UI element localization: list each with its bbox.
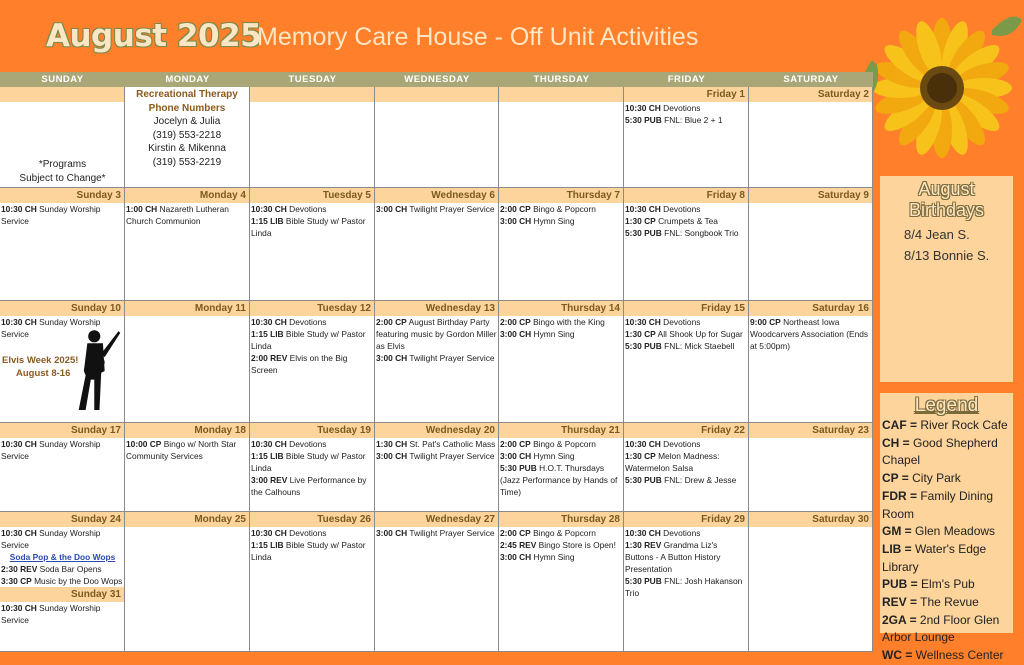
event-item: 5:30 PUB FNL: Songbook Trio	[625, 228, 739, 238]
event-item: 10:30 CH Devotions	[251, 204, 327, 214]
dow-monday: MONDAY	[165, 74, 210, 85]
legend-item: LIB = Water's Edge Library	[882, 541, 987, 574]
event-item: 10:30 CH Devotions	[625, 439, 701, 449]
phone-name: Jocelyn & Julia	[153, 116, 221, 127]
legend-item: WC = Wellness Center	[882, 648, 1004, 663]
day-cell	[749, 87, 873, 188]
day-number: Friday 8	[624, 188, 748, 203]
day-cell	[250, 87, 375, 188]
programs-note: *Programs Subject to Change*	[19, 159, 106, 184]
day-number: Saturday 9	[749, 188, 872, 203]
event-item: 3:00 CH Twilight Prayer Service	[376, 528, 495, 538]
birthdays-box	[880, 176, 1013, 382]
day-cell	[375, 423, 499, 512]
phone-numbers	[125, 87, 249, 169]
day-number: Sunday 10	[0, 301, 124, 316]
day-number: Monday 18	[125, 423, 249, 438]
event-item: 10:30 CH Devotions	[625, 528, 701, 538]
event-item: 1:15 LIB Bible Study w/ Pastor Linda	[251, 540, 366, 562]
event-item: 10:30 CH Sunday Worship Service	[1, 528, 101, 550]
day-number: Tuesday 12	[250, 301, 374, 316]
day-number: Friday 29	[624, 512, 748, 527]
day-cell	[624, 423, 749, 512]
event-item: 3:00 CH Hymn Sing	[500, 329, 575, 339]
day-cell	[375, 87, 499, 188]
birthday-item: 8/4 Jean S.	[904, 227, 970, 242]
week-row	[0, 512, 873, 652]
event-item: 5:30 PUB H.O.T. Thursdays (Jazz Performance by Hands of Time)	[500, 463, 618, 497]
day-cell	[624, 301, 749, 423]
day-number: Wednesday 6	[375, 188, 498, 203]
guitar-player-icon	[70, 325, 122, 417]
event-item: 2:30 REV Soda Bar Opens	[1, 564, 102, 574]
birthday-item: 8/13 Bonnie S.	[904, 248, 990, 263]
page-subtitle: Memory Care House - Off Unit Activities	[257, 23, 699, 51]
dow-saturday: SATURDAY	[783, 74, 839, 85]
event-item: 3:00 REV Live Performance by the Calhouns	[251, 475, 367, 497]
legend-item: CAF = River Rock Cafe	[882, 418, 1008, 432]
event-item: 2:00 CP Bingo & Popcorn	[500, 528, 596, 538]
event-item: 1:15 LIB Bible Study w/ Pastor Linda	[251, 451, 366, 473]
day-number: Friday 22	[624, 423, 748, 438]
day-cell	[0, 301, 125, 423]
day-number: Saturday 2	[749, 87, 872, 102]
day-number: Wednesday 27	[375, 512, 498, 527]
day-cell	[749, 423, 873, 512]
day-cell	[624, 87, 749, 188]
day-number: Friday 15	[624, 301, 748, 316]
day-number: Wednesday 13	[375, 301, 498, 316]
event-item: 3:00 CH Hymn Sing	[500, 451, 575, 461]
day-number	[499, 87, 623, 102]
event-item: 1:15 LIB Bible Study w/ Pastor Linda	[251, 216, 366, 238]
day-number: Tuesday 5	[250, 188, 374, 203]
phone-title: Phone Numbers	[148, 102, 226, 114]
week-row	[0, 301, 873, 423]
legend-box	[880, 393, 1013, 663]
day-cell	[125, 188, 250, 301]
event-item: 10:30 CH Devotions	[625, 103, 701, 113]
dow-tuesday: TUESDAY	[288, 74, 337, 85]
day-cell	[499, 188, 624, 301]
event-item: 3:00 CH Twilight Prayer Service	[376, 204, 495, 214]
day-number: Friday 1	[624, 87, 748, 102]
event-item: 1:30 CP Crumpets & Tea	[625, 216, 718, 226]
event-item: 2:00 CP Bingo & Popcorn	[500, 204, 596, 214]
event-item: 10:00 CP Bingo w/ North Star Community Services	[126, 439, 237, 461]
legend-item: CH = Good Shepherd Chapel	[882, 435, 998, 468]
event-item: 5:30 PUB FNL: Blue 2 + 1	[625, 115, 723, 125]
day-number: Saturday 16	[749, 301, 872, 316]
dow-thursday: THURSDAY	[533, 74, 590, 85]
sunday-extra	[0, 551, 124, 626]
event-item: 10:30 CH Sunday Worship Service	[1, 439, 101, 461]
elvis-week-note: Elvis Week 2025! August 8-16	[2, 355, 79, 379]
month-title: August 2025	[46, 18, 262, 54]
event-item: 5:30 PUB FNL: Mick Staebell	[625, 341, 735, 351]
event-item: 3:30 CP Music by the Doo Wops	[1, 576, 123, 586]
birthdays-title: August Birthdays	[908, 179, 985, 220]
day-cell	[749, 188, 873, 301]
event-item: 1:30 CP Melon Madness: Watermelon Salsa	[625, 451, 720, 473]
legend-item: FDR = Family Dining Room	[882, 488, 994, 521]
day-number	[250, 87, 374, 102]
legend-item: REV = The Revue	[882, 595, 979, 610]
legend-title: Legend	[914, 395, 979, 416]
phone-title: Recreational Therapy	[136, 89, 238, 100]
weekday-header	[0, 72, 873, 87]
day-cell	[0, 423, 125, 512]
event-item: 2:00 CP August Birthday Party featuring music by Gordon Miller as Elvis	[376, 317, 497, 351]
day-number: Thursday 7	[499, 188, 623, 203]
soda-pop-link[interactable]: Soda Pop & the Doo Wops	[9, 552, 116, 562]
day-cell	[0, 512, 125, 652]
day-number: Monday 11	[125, 301, 249, 316]
day-cell	[624, 188, 749, 301]
day-cell	[749, 301, 873, 423]
phone-number: (319) 553-2218	[152, 129, 222, 141]
calendar	[0, 72, 873, 663]
event-item: 2:00 CP Bingo with the King	[500, 317, 605, 327]
day-number: Saturday 30	[749, 512, 872, 527]
event-item: 10:30 CH Devotions	[251, 528, 327, 538]
event-item: 10:30 CH Devotions	[251, 317, 327, 327]
day-cell	[250, 301, 375, 423]
day-cell	[624, 512, 749, 652]
day-cell	[125, 301, 250, 423]
day-number: Thursday 21	[499, 423, 623, 438]
legend-item: CP = City Park	[882, 471, 961, 486]
event-item: 1:00 CH Nazareth Lutheran Church Communion	[126, 204, 229, 226]
day-cell	[499, 301, 624, 423]
day-number: Tuesday 19	[250, 423, 374, 438]
day-number: Tuesday 26	[250, 512, 374, 527]
event-item: 2:00 REV Elvis on the Big Screen	[251, 353, 348, 375]
week-row	[0, 423, 873, 512]
event-item: 1:30 CH St. Pat's Catholic Mass	[376, 439, 496, 449]
dow-sunday: SUNDAY	[41, 74, 84, 85]
day-cell	[375, 512, 499, 652]
event-item: 2:00 CP Bingo & Popcorn	[500, 439, 596, 449]
day-number: Thursday 28	[499, 512, 623, 527]
day-number: Thursday 14	[499, 301, 623, 316]
day-cell	[125, 87, 250, 188]
day-number: Sunday 31	[0, 587, 124, 602]
week-row	[0, 188, 873, 301]
event-item: 1:30 CP All Shook Up for Sugar	[625, 329, 743, 339]
event-item: 5:30 PUB FNL: Josh Hakanson Trio	[625, 576, 743, 598]
event-item: 3:00 CH Twilight Prayer Service	[376, 353, 495, 363]
day-number	[375, 87, 498, 102]
day-cell	[375, 301, 499, 423]
legend-item: 2GA = 2nd Floor Glen Arbor Lounge	[882, 612, 1000, 645]
event-item: 9:00 CP Northeast Iowa Woodcarvers Association (Ends at 5:00pm)	[750, 317, 869, 351]
day-number: Saturday 23	[749, 423, 872, 438]
dow-wednesday: WEDNESDAY	[404, 74, 470, 85]
day-cell	[499, 87, 624, 188]
event-item: 1:15 LIB Bible Study w/ Pastor Linda	[251, 329, 366, 351]
day-number: Sunday 24	[0, 512, 124, 527]
day-cell	[250, 512, 375, 652]
day-number: Monday 4	[125, 188, 249, 203]
event-item: 3:00 CH Twilight Prayer Service	[376, 451, 495, 461]
event-item: 5:30 PUB FNL: Drew & Jesse	[625, 475, 737, 485]
day-number: Wednesday 20	[375, 423, 498, 438]
day-cell	[375, 188, 499, 301]
day-number: Sunday 3	[0, 188, 124, 203]
legend-item: PUB = Elm's Pub	[882, 577, 975, 592]
calendar-grid	[0, 87, 873, 652]
event-item: 10:30 CH Devotions	[251, 439, 327, 449]
event-item: 3:00 CH Hymn Sing	[500, 552, 575, 562]
sunflower-icon	[862, 0, 1024, 176]
phone-number: (319) 553-2219	[152, 156, 222, 168]
event-item: 10:30 CH Sunday Worship Service	[1, 204, 101, 226]
week-row	[0, 87, 873, 188]
day-cell	[250, 188, 375, 301]
day-number: Monday 25	[125, 512, 249, 527]
event-item: 10:30 CH Sunday Worship Service	[1, 317, 101, 339]
event-item: 1:30 REV Grandma Liz's Buttons - A Button History Presentation	[625, 540, 721, 574]
event-item: 10:30 CH Sunday Worship Service	[1, 603, 101, 625]
day-cell	[749, 512, 873, 652]
day-cell	[250, 423, 375, 512]
day-cell	[125, 423, 250, 512]
day-number	[0, 87, 124, 102]
dow-friday: FRIDAY	[667, 74, 706, 85]
event-item: 2:45 REV Bingo Store is Open!	[500, 540, 616, 550]
day-cell	[499, 512, 624, 652]
day-cell	[125, 512, 250, 652]
day-cell	[0, 188, 125, 301]
phone-name: Kirstin & Mikenna	[148, 143, 226, 154]
day-number: Sunday 17	[0, 423, 124, 438]
day-cell	[0, 87, 125, 188]
event-item: 10:30 CH Devotions	[625, 317, 701, 327]
day-cell	[499, 423, 624, 512]
legend-item: GM = Glen Meadows	[882, 524, 996, 539]
event-item: 10:30 CH Devotions	[625, 204, 701, 214]
event-item: 3:00 CH Hymn Sing	[500, 216, 575, 226]
